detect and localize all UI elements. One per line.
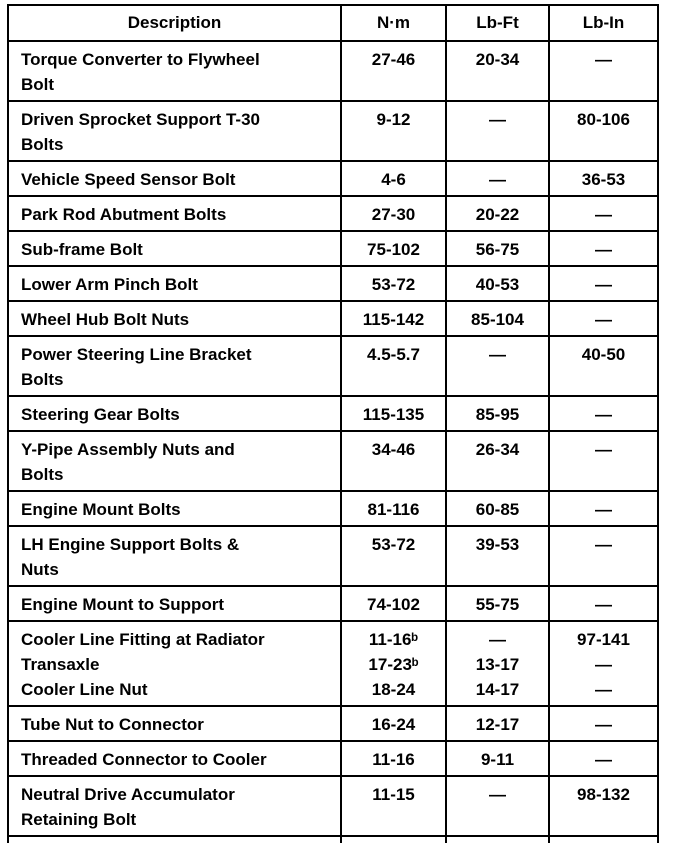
cell-nm bbox=[341, 101, 446, 161]
cell-description bbox=[8, 336, 341, 396]
cell-lbin bbox=[549, 161, 658, 196]
cell-lbin-line: — bbox=[595, 275, 612, 294]
cell-nm bbox=[341, 41, 446, 101]
cell-nm-line: 16-24 bbox=[371, 715, 416, 734]
cell-lbin bbox=[549, 706, 658, 741]
cell-description-line: Threaded Connector to Cooler bbox=[21, 750, 267, 769]
cell-nm-line: 53-72 bbox=[371, 275, 416, 294]
cell-lbin bbox=[549, 301, 658, 336]
table-row bbox=[8, 776, 658, 836]
cell-lbin bbox=[549, 231, 658, 266]
cell-description-line: Transaxle bbox=[21, 655, 100, 674]
cell-nm-line: 11-16ᵇ bbox=[368, 630, 419, 649]
cell-lbin-line: 97-141 bbox=[577, 630, 630, 649]
cell-lbin-line: 80-106 bbox=[577, 110, 630, 129]
cell-lbft-line: 40-53 bbox=[475, 275, 520, 294]
cell-description-line: Y-Pipe Assembly Nuts and bbox=[21, 440, 235, 459]
cell-lbin-line: 98-132 bbox=[577, 785, 630, 804]
cell-nm-line: 4.5-5.7 bbox=[367, 345, 420, 364]
cell-lbin bbox=[549, 526, 658, 586]
cell-description-line: Bolt bbox=[21, 75, 55, 94]
table-row bbox=[8, 336, 658, 396]
cell-lbft-line: 9-11 bbox=[480, 750, 515, 769]
cell-lbft-line: 20-34 bbox=[475, 50, 520, 69]
cell-nm bbox=[341, 336, 446, 396]
table-row bbox=[8, 161, 658, 196]
cell-description-line: Bolts bbox=[21, 370, 64, 389]
table-row bbox=[8, 196, 658, 231]
cell-description-line: Torque Converter to Flywheel bbox=[21, 50, 260, 69]
cell-nm-line: 34-46 bbox=[371, 440, 416, 459]
cell-lbft bbox=[446, 586, 549, 621]
cell-lbin bbox=[549, 41, 658, 101]
cell-lbft bbox=[446, 266, 549, 301]
cell-description-line: Engine Mount Bolts bbox=[21, 500, 181, 519]
cell-nm-line: 27-46 bbox=[371, 50, 416, 69]
continuation-cell bbox=[8, 836, 341, 843]
cell-lbin-line: — bbox=[595, 310, 612, 329]
cell-nm bbox=[341, 526, 446, 586]
cell-lbft bbox=[446, 396, 549, 431]
table-row bbox=[8, 706, 658, 741]
cell-lbin bbox=[549, 776, 658, 836]
cell-description-line: Vehicle Speed Sensor Bolt bbox=[21, 170, 236, 189]
table-row bbox=[8, 526, 658, 586]
cell-description bbox=[8, 431, 341, 491]
cell-lbft-line: — bbox=[489, 110, 506, 129]
cell-lbft bbox=[446, 621, 549, 706]
cell-description-line: Cooler Line Nut bbox=[21, 680, 148, 699]
cell-lbin bbox=[549, 431, 658, 491]
cell-nm bbox=[341, 621, 446, 706]
cell-lbft-line: — bbox=[489, 630, 506, 649]
torque-spec-table bbox=[7, 4, 659, 843]
cell-lbft bbox=[446, 161, 549, 196]
cell-lbin-line: — bbox=[595, 240, 612, 259]
cell-nm bbox=[341, 431, 446, 491]
cell-description bbox=[8, 621, 341, 706]
cell-lbft bbox=[446, 41, 549, 101]
cell-description bbox=[8, 526, 341, 586]
cell-nm-line: 11-16 bbox=[372, 750, 415, 769]
cell-nm bbox=[341, 196, 446, 231]
table-row bbox=[8, 491, 658, 526]
cell-lbft-line: 85-104 bbox=[471, 310, 524, 329]
table-row bbox=[8, 231, 658, 266]
cell-nm bbox=[341, 301, 446, 336]
cell-description-line: Nuts bbox=[21, 560, 59, 579]
cell-description-line: Steering Gear Bolts bbox=[21, 405, 180, 424]
table-row bbox=[8, 586, 658, 621]
cell-lbin-line: — bbox=[595, 205, 612, 224]
table-row bbox=[8, 266, 658, 301]
cell-lbft-line: — bbox=[489, 345, 506, 364]
cell-lbft bbox=[446, 706, 549, 741]
cell-nm bbox=[341, 396, 446, 431]
cell-description-line: LH Engine Support Bolts & bbox=[21, 535, 240, 554]
cell-lbin bbox=[549, 396, 658, 431]
cell-description bbox=[8, 301, 341, 336]
cell-lbft bbox=[446, 776, 549, 836]
cell-nm bbox=[341, 491, 446, 526]
cell-lbin bbox=[549, 586, 658, 621]
cell-lbft-line: 13-17 bbox=[475, 655, 520, 674]
cell-lbft-line: 12-17 bbox=[475, 715, 520, 734]
cell-lbin-line: — bbox=[595, 595, 612, 614]
header-lbin: Lb-In bbox=[549, 5, 658, 41]
cell-description bbox=[8, 741, 341, 776]
table-row bbox=[8, 101, 658, 161]
cell-description bbox=[8, 196, 341, 231]
cell-lbin bbox=[549, 266, 658, 301]
cell-lbft bbox=[446, 231, 549, 266]
cell-description bbox=[8, 231, 341, 266]
cell-description bbox=[8, 41, 341, 101]
cell-description-line: Retaining Bolt bbox=[21, 810, 137, 829]
cell-lbft bbox=[446, 741, 549, 776]
cell-description-line: Bolts bbox=[21, 465, 64, 484]
cell-description-line: Neutral Drive Accumulator bbox=[21, 785, 235, 804]
cell-lbin bbox=[549, 336, 658, 396]
cell-nm-line: 115-135 bbox=[362, 405, 425, 424]
cell-lbin-line: — bbox=[595, 50, 612, 69]
cell-lbft-line: 26-34 bbox=[475, 440, 520, 459]
cell-lbft-line: 60-85 bbox=[475, 500, 520, 519]
cell-description-line: Park Rod Abutment Bolts bbox=[21, 205, 227, 224]
header-nm: N·m bbox=[341, 5, 446, 41]
cell-lbin-line: — bbox=[595, 500, 612, 519]
cell-lbin bbox=[549, 196, 658, 231]
cell-description-line: Power Steering Line Bracket bbox=[21, 345, 252, 364]
cell-description-line: Engine Mount to Support bbox=[21, 595, 225, 614]
table-header bbox=[8, 5, 658, 41]
cell-description bbox=[8, 396, 341, 431]
cell-lbin-line: — bbox=[595, 750, 612, 769]
table-row bbox=[8, 741, 658, 776]
cell-nm-line: 17-23ᵇ bbox=[368, 655, 419, 674]
cell-description bbox=[8, 266, 341, 301]
continuation-cell bbox=[549, 836, 658, 843]
cell-nm-line: 18-24 bbox=[371, 680, 416, 699]
cell-nm-line: 27-30 bbox=[371, 205, 416, 224]
cell-nm-line: 81-116 bbox=[367, 500, 420, 519]
table-row bbox=[8, 41, 658, 101]
cell-lbft bbox=[446, 336, 549, 396]
cell-nm-line: 11-15 bbox=[372, 785, 415, 804]
cell-lbft-line: 85-95 bbox=[475, 405, 520, 424]
cell-nm-line: 4-6 bbox=[381, 170, 406, 189]
cell-description-line: Wheel Hub Bolt Nuts bbox=[21, 310, 190, 329]
cell-lbin bbox=[549, 491, 658, 526]
cell-description-line: Sub-frame Bolt bbox=[21, 240, 143, 259]
cell-lbft-line: 20-22 bbox=[475, 205, 520, 224]
cell-nm-line: 9-12 bbox=[376, 110, 411, 129]
cell-description bbox=[8, 101, 341, 161]
cell-description-line: Lower Arm Pinch Bolt bbox=[21, 275, 198, 294]
table-row bbox=[8, 431, 658, 491]
cell-lbin-line: — bbox=[595, 535, 612, 554]
cell-description-line: Cooler Line Fitting at Radiator bbox=[21, 630, 265, 649]
cell-lbft bbox=[446, 196, 549, 231]
cell-nm bbox=[341, 266, 446, 301]
cell-description bbox=[8, 161, 341, 196]
cell-lbin-line: — bbox=[595, 440, 612, 459]
cell-nm-line: 115-142 bbox=[362, 310, 425, 329]
header-description: Description bbox=[8, 5, 341, 41]
cell-lbft-line: — bbox=[489, 170, 506, 189]
cell-lbft bbox=[446, 491, 549, 526]
cell-description-line: Tube Nut to Connector bbox=[21, 715, 204, 734]
cell-lbin bbox=[549, 741, 658, 776]
cell-description bbox=[8, 776, 341, 836]
cell-nm-line: 74-102 bbox=[367, 595, 420, 614]
cell-lbin-line: — bbox=[595, 715, 612, 734]
header-lbft: Lb-Ft bbox=[446, 5, 549, 41]
cell-nm bbox=[341, 706, 446, 741]
cell-description bbox=[8, 586, 341, 621]
cell-lbin-line: — bbox=[595, 405, 612, 424]
table-continuation-edge bbox=[8, 836, 658, 843]
cell-lbft bbox=[446, 526, 549, 586]
cell-description-line: Driven Sprocket Support T-30 bbox=[21, 110, 260, 129]
cell-lbft-line: 55-75 bbox=[475, 595, 520, 614]
cell-nm bbox=[341, 586, 446, 621]
cell-lbin-line: 40-50 bbox=[581, 345, 626, 364]
cell-lbin bbox=[549, 101, 658, 161]
cell-nm bbox=[341, 776, 446, 836]
cell-description bbox=[8, 491, 341, 526]
cell-description bbox=[8, 706, 341, 741]
table-row bbox=[8, 621, 658, 706]
table-row bbox=[8, 301, 658, 336]
cell-lbft-line: 56-75 bbox=[475, 240, 520, 259]
cell-lbin-line: — bbox=[595, 680, 612, 699]
cell-lbin-line: — bbox=[595, 655, 612, 674]
cell-nm-line: 53-72 bbox=[371, 535, 416, 554]
cell-lbft bbox=[446, 431, 549, 491]
cell-lbft-line: — bbox=[489, 785, 506, 804]
cell-lbft bbox=[446, 101, 549, 161]
cell-lbin bbox=[549, 621, 658, 706]
table-row bbox=[8, 396, 658, 431]
cell-nm-line: 75-102 bbox=[367, 240, 420, 259]
cell-nm bbox=[341, 161, 446, 196]
cell-description-line: Bolts bbox=[21, 135, 64, 154]
cell-lbft-line: 14-17 bbox=[475, 680, 520, 699]
table-body bbox=[8, 41, 658, 843]
cell-nm bbox=[341, 231, 446, 266]
continuation-cell bbox=[446, 836, 549, 843]
cell-lbft-line: 39-53 bbox=[475, 535, 520, 554]
cell-nm bbox=[341, 741, 446, 776]
header-row bbox=[8, 5, 658, 41]
cell-lbft bbox=[446, 301, 549, 336]
continuation-cell bbox=[341, 836, 446, 843]
cell-lbin-line: 36-53 bbox=[581, 170, 626, 189]
